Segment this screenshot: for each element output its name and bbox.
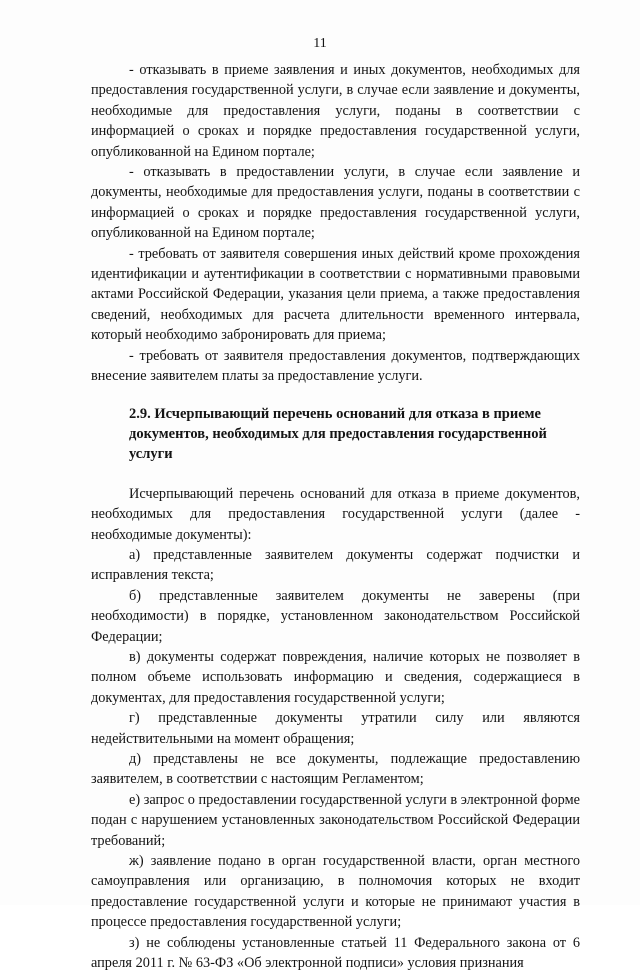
section-heading: 2.9. Исчерпывающий перечень оснований для отказа в приеме документов, необходимых для предоставления государственной услуги [129,405,547,463]
list-item-z: з) не соблюдены установленные статьей 11 Федерального закона от 6 апреля 2011 г. № 63-ФЗ «Об электронной подписи» условия признания [91,934,580,972]
page-number: 11 [313,36,327,51]
section-intro: Исчерпывающий перечень оснований для отказа в приеме документов, необходимых для предоставления государственной услуги (далее - необходимые документы): [91,485,580,543]
list-item-v: в) документы содержат повреждения, наличие которых не позволяет в полном объеме использовать информацию и сведения, содержащиеся в документах, для предоставления государственной услуги; [91,648,580,706]
paragraph-refuse-service: - отказывать в предоставлении услуги, в случае если заявление и документы, необходимые для предоставления услуги, поданы в соответствии с информацией о сроках и порядке предоставления государственной услуги, опубликованной на Едином портале; [91,164,580,242]
list-item-d: д) представлены не все документы, подлежащие предоставлению заявителем, в соответствии с настоящим Регламентом; [91,751,580,788]
document-body [91,60,580,973]
paragraph-require-actions: - требовать от заявителя совершения иных действий кроме прохождения идентификации и аутентификации в соответствии с нормативными правовыми актами Российской Федерации, указания цели приема, а также предоставления сведений, необходимых для расчета длительности временного интервала, который необходимо забронировать для приема; [91,245,580,344]
list-item-zh: ж) заявление подано в орган государственной власти, орган местного самоуправления или организацию, в полномочия которых не входит предоставление государственной услуги и которые не принимают участия в процессе предоставления государственной услуги; [91,853,580,931]
list-item-g: г) представленные документы утратили силу или являются недействительными на момент обращения; [91,710,580,747]
list-item-b: б) представленные заявителем документы не заверены (при необходимости) в порядке, установленном законодательством Российской Федерации; [91,587,580,645]
list-item-e: е) запрос о предоставлении государственной услуги в электронной форме подан с нарушением установленных законодательством Российской Федерации требований; [91,791,580,849]
paragraph-refuse-application: - отказывать в приеме заявления и иных документов, необходимых для предоставления государственной услуги, в случае если заявление и документы, необходимые для предоставления услуги, поданы в соответствии с информацией о сроках и порядке предоставления государственной услуги, опубликованной на Едином портале; [91,62,580,160]
list-item-a: а) представленные заявителем документы содержат подчистки и исправления текста; [91,546,580,584]
paragraph-require-payment-docs: - требовать от заявителя предоставления документов, подтверждающих внесение заявителем платы за предоставление услуги. [91,347,580,385]
